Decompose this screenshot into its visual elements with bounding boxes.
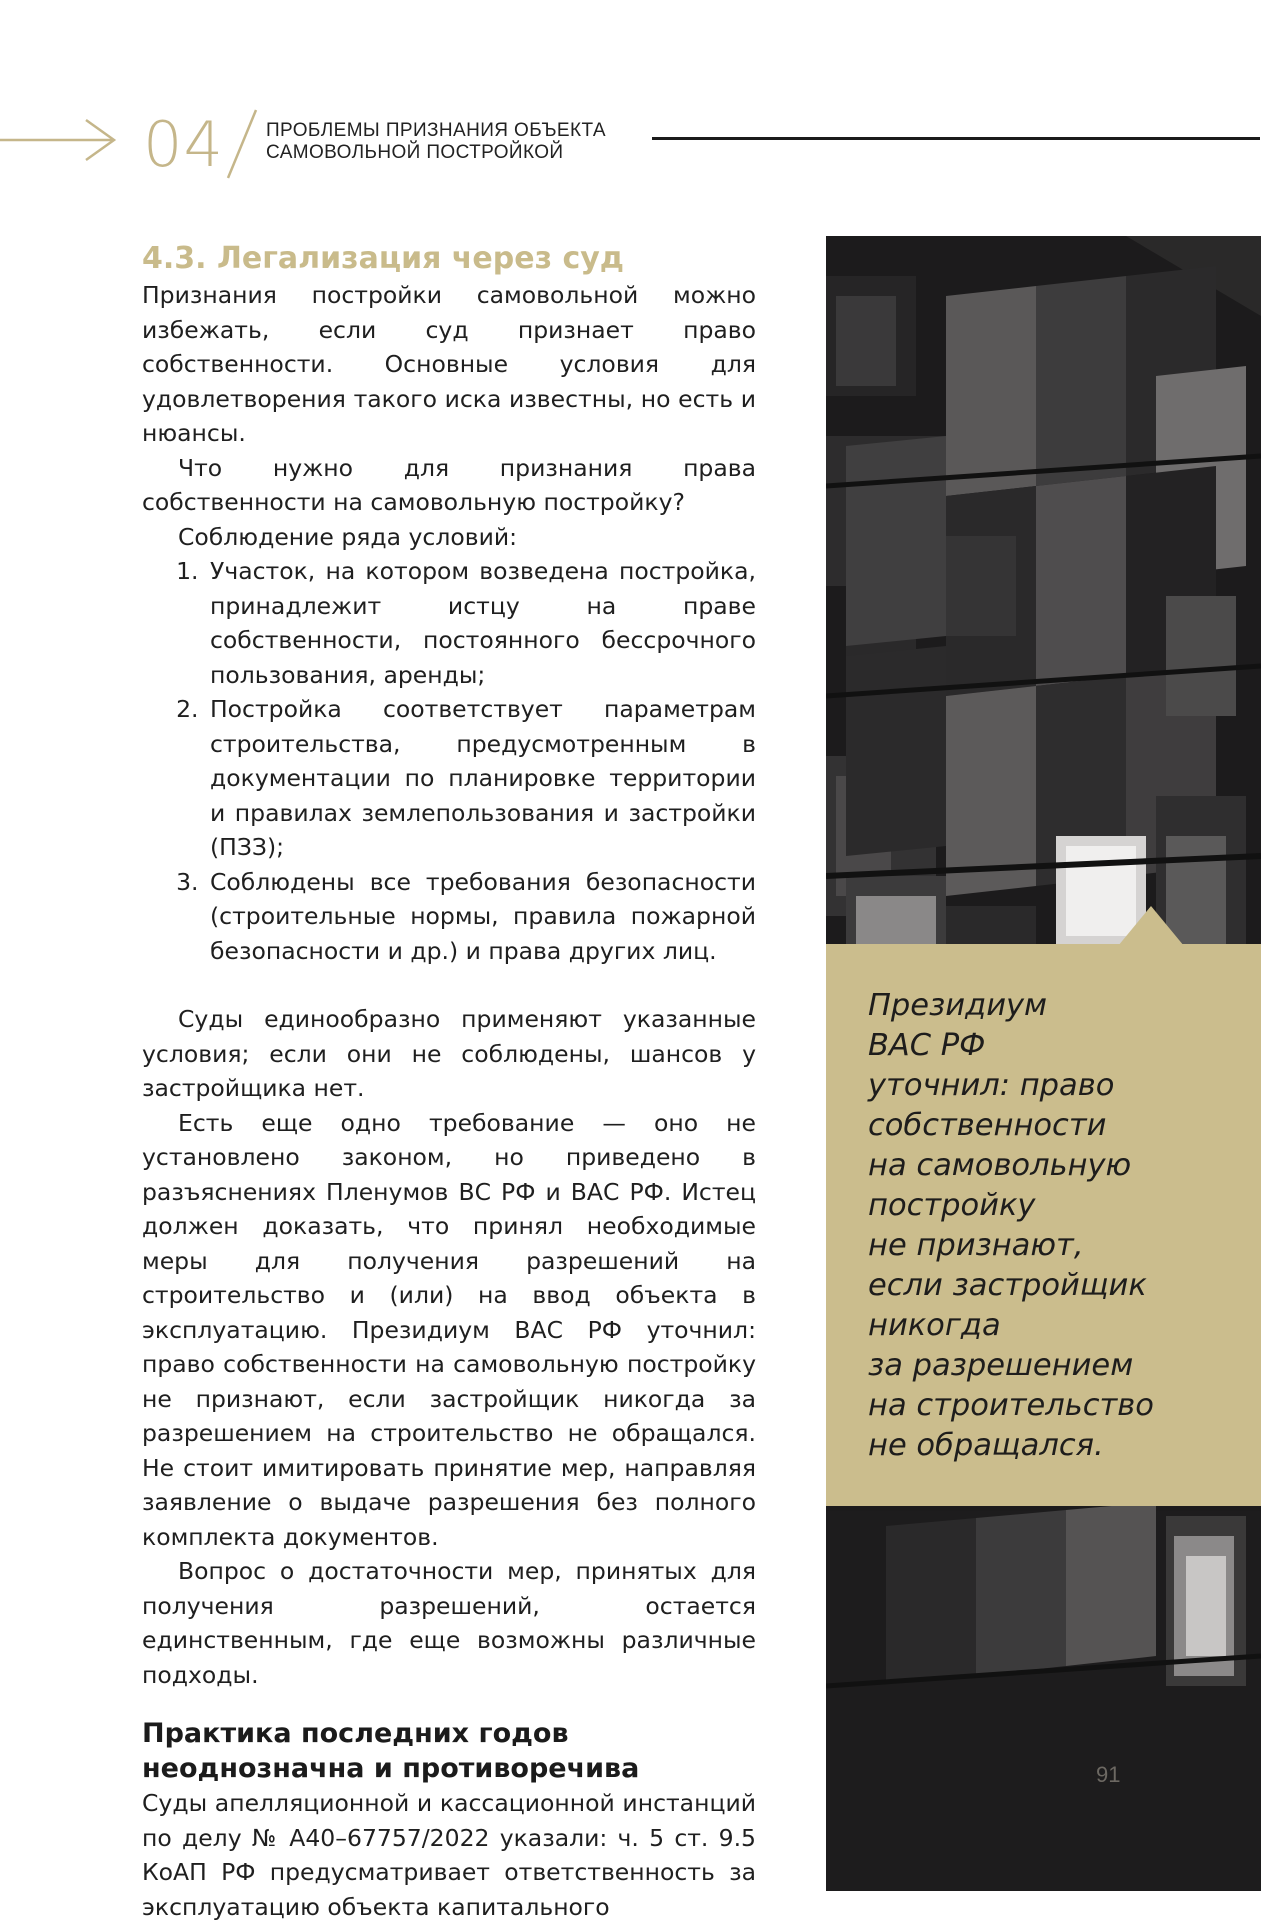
section-title: 4.3. Легализация через суд [142,241,625,276]
practice-title [142,1716,756,1786]
chapter-number: 04 [143,108,224,181]
list-item: 1. Участок, на котором возведена постройка, принадлежит истцу на праве собственности, постоянного бессрочного пользования, аренды; [206,554,756,692]
chapter-title [266,120,606,164]
quote-text: Президиум ВАС РФ уточнил: право собственности на самовольную постройку не признают, если застройщик никогда за разрешением на строительство не обращался. [868,988,1154,1463]
chapter-title-line2: САМОВОЛЬНОЙ ПОСТРОЙКОЙ [266,142,564,163]
requirement-paragraph: Есть еще одно требование — оно не установлено законом, но приведено в разъяснениях Пленумов ВС РФ и ВАС РФ. Истец должен доказать, что принял необходимые меры для получения разрешений на строительство и (или) на ввод объекта в эксплуатацию. Президиум ВАС РФ уточнил: право собственности на самовольную постройку не признают, если застройщик никогда за разрешением на строительство не обращался. Не стоит имитировать принятие мер, направляя заявление о выдаче разрешения без полного комплекта документов. [142,1108,756,1551]
slash-divider [224,108,258,180]
header-rule [652,137,1260,140]
list-item: 3. Соблюдены все требования безопасности (строительные нормы, правила пожарной безопасности и др.) и права других лиц. [206,865,756,969]
quote-notch [1118,906,1184,946]
practice-paragraph: Суды апелляционной и кассационной инстанций по делу № А40–67757/2022 указали: ч. 5 ст. 9.5 КоАП РФ предусматривает ответственность за эксплуатацию объекта капитального [142,1789,756,1921]
practice-title-line1: Практика последних годов [142,1718,569,1749]
arrow-right-icon [0,118,120,162]
question-approaches-paragraph: Вопрос о достаточности мер, принятых для получения разрешений, остается единственным, где еще возможны различные подходы. [142,1557,756,1689]
intro-paragraph: Признания постройки самовольной можно избежать, если суд признает право собственности. Основные условия для удовлетворения такого иска известны, но есть и нюансы. [142,281,756,447]
page-number: 91 [1096,1762,1121,1787]
courts-paragraph: Суды единообразно применяют указанные условия; если они не соблюдены, шансов у застройщика нет. [142,1005,756,1102]
main-column [142,240,756,1924]
practice-title-line2: неоднозначна и противоречива [142,1753,640,1784]
question-paragraph: Что нужно для признания права собственности на самовольную постройку? [142,453,756,516]
conditions-lead: Соблюдение ряда условий: [178,522,518,551]
chapter-header [0,100,1261,190]
conditions-list [142,554,756,968]
chapter-title-line1: ПРОБЛЕМЫ ПРИЗНАНИЯ ОБЪЕКТА [266,120,606,141]
list-item: 2. Постройка соответствует параметрам строительства, предусмотренным в документации по планировке территории и правилах землепользования и застройки (ПЗЗ); [206,692,756,865]
